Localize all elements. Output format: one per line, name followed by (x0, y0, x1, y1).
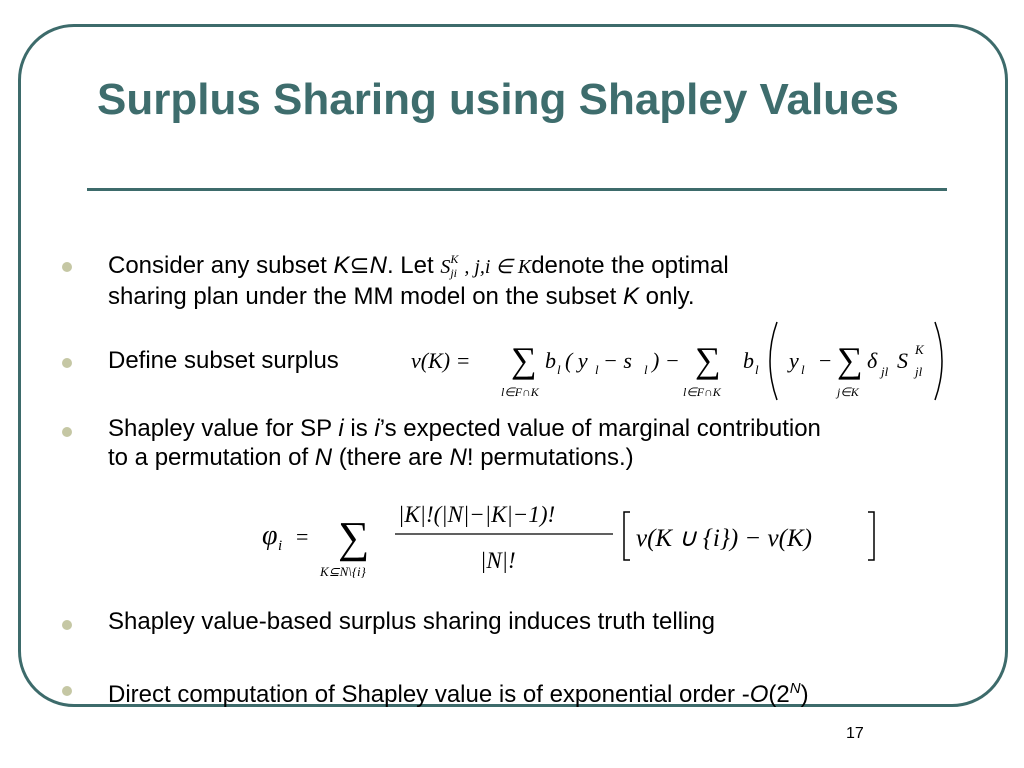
sum-2-limit: l∈F∩K (683, 385, 721, 399)
bullet-dot-3 (62, 427, 72, 437)
subset-symbol: ⊆ (349, 253, 370, 279)
bullet-1-part1: Consider any subset (108, 252, 334, 279)
sum-2: ∑ (695, 340, 721, 380)
phi-sub: i (278, 538, 283, 554)
sum-2-b: b (743, 348, 754, 373)
bullet-1-part2: . Let (386, 252, 441, 279)
bullet-dot-1 (62, 262, 72, 272)
big-paren-right (935, 322, 942, 400)
bullet-3-line1c: ’s expected value of marginal contribution (379, 415, 821, 442)
sum-3: ∑ (837, 340, 863, 380)
let-S-sup: K (450, 252, 459, 266)
sum-2-b-sub: l (755, 362, 759, 377)
bullet-dot-5 (62, 686, 72, 696)
bullet-3-line1b: is (343, 415, 375, 442)
bracket-content: v(K ∪ {i}) − v(K) (636, 525, 812, 552)
bullet-5-sup: N (789, 680, 801, 697)
sum-1-s-sub: l (644, 362, 648, 377)
fraction-denominator: |N|! (480, 548, 516, 573)
bullet-4-text: Shapley value-based surplus sharing induces truth telling (108, 608, 716, 635)
bracket-left (624, 512, 630, 560)
bullet-3-i: i (338, 415, 344, 442)
bullet-1-part3: denote the optimal (531, 252, 729, 279)
bullet-3-N2: N (449, 444, 467, 471)
bullet-dot-2 (62, 358, 72, 368)
sum-1-paren: ( y (565, 348, 588, 373)
sum-3-S-sub: jl (915, 364, 923, 379)
sum-3-delta: δ (867, 348, 878, 373)
bullet-5-text (108, 674, 968, 709)
sum-1-close: ) − (652, 348, 680, 373)
bullet-3-line2b: (there are (332, 444, 450, 471)
sum-3-delta-sub: jl (881, 364, 889, 379)
bullet-2-text: Define subset surplus (108, 347, 339, 374)
slide-number: 17 (846, 725, 864, 742)
let-formula (440, 252, 532, 280)
fraction-numerator: |K|!(|N|−|K|−1)! (398, 502, 556, 527)
bullet-1-line2a: sharing plan under the MM model on the subset (108, 283, 623, 310)
bullet-1-line2b: only. (638, 283, 695, 310)
sum-1-y-sub: l (595, 362, 599, 377)
sum-2-y-sub: l (801, 362, 805, 377)
bullet-1-line2K: K (622, 283, 639, 310)
bullet-1-N: N (369, 252, 387, 279)
shapley-sum: ∑ (338, 513, 370, 562)
bracket-right (868, 512, 874, 560)
let-S-sub: ji (450, 266, 457, 280)
bullet-3-line1a: Shapley value for SP (108, 415, 339, 442)
sum-1-b-sub: l (557, 362, 561, 377)
sum-2-minus: − (819, 348, 832, 373)
bullet-5-close: ) (800, 681, 809, 708)
shapley-sum-limit: K⊆N\{i} (320, 564, 366, 579)
bullet-dot-4 (62, 620, 72, 630)
bullet-3-i2: i (374, 415, 380, 442)
v-lhs: v(K) = (411, 348, 471, 373)
sum-1-limit: l∈F∩K (501, 385, 539, 399)
sum-2-y: y (789, 348, 799, 373)
slide-title: Surplus Sharing using Shapley Values (97, 75, 899, 124)
subset-surplus-formula (405, 316, 960, 406)
bullet-3-line2a: to a permutation of (108, 444, 315, 471)
phi: φ (262, 520, 278, 551)
bullet-5-main: Direct computation of Shapley value is of exponential order (108, 681, 742, 708)
sum-1-minus-s: − s (603, 348, 632, 373)
bullet-1-K: K (333, 252, 350, 279)
bullet-5-open: (2 (768, 681, 790, 708)
bullet-1-text (108, 251, 968, 311)
let-rest: , j,i ∈ K (464, 256, 532, 278)
bullet-3-text (108, 414, 978, 472)
sum-1: ∑ (511, 340, 537, 380)
sum-3-S-sup: K (915, 342, 924, 357)
sum-3-limit: j∈K (837, 385, 859, 399)
bullet-5-O: O (749, 681, 769, 708)
bullet-3-N: N (314, 444, 333, 471)
phi-equals: = (296, 524, 309, 549)
bullet-3-line2c: ! permutations.) (466, 444, 634, 471)
title-underline (87, 188, 947, 191)
bullet-5-dash: - (741, 681, 750, 708)
let-S: S (440, 256, 451, 278)
sum-3-S: S (897, 348, 908, 373)
big-paren-left (770, 322, 777, 400)
shapley-formula (258, 484, 888, 586)
sum-1-b: b (545, 348, 556, 373)
